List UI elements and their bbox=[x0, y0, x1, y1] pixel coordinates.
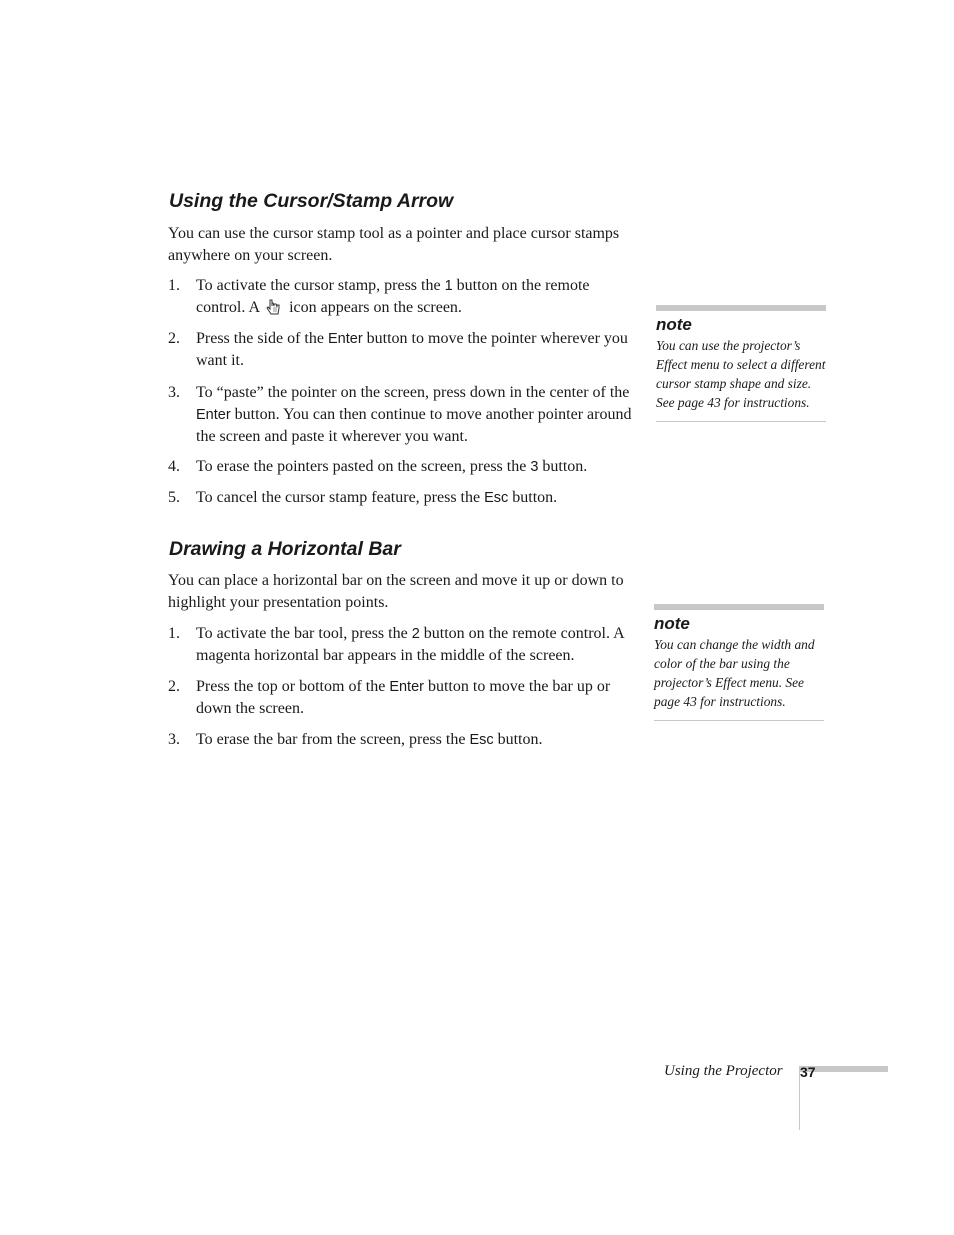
note-label: note bbox=[654, 614, 690, 633]
key-name: Enter bbox=[389, 679, 424, 695]
step-number: 3. bbox=[168, 731, 180, 748]
step-text: To activate the cursor stamp, press the 1 button on the remote control. A icon appears on the screen. bbox=[196, 277, 590, 316]
list-item bbox=[168, 676, 638, 720]
margin-note bbox=[654, 604, 824, 721]
note-top-bar bbox=[656, 305, 826, 311]
list-item bbox=[168, 623, 638, 667]
list-item bbox=[168, 382, 638, 448]
note-text: You can use the projector’s Effect menu to select a different cursor stamp shape and size. See page 43 for instructions. bbox=[656, 338, 826, 410]
section-heading-horizontal-bar: Drawing a Horizontal Bar bbox=[169, 538, 401, 560]
list-item bbox=[168, 328, 638, 372]
key-name: 3 bbox=[530, 459, 539, 475]
key-name: 2 bbox=[411, 626, 420, 642]
list-item bbox=[168, 456, 638, 478]
section-intro-horizontal-bar: You can place a horizontal bar on the screen and move it up or down to highlight your presentation points. bbox=[168, 572, 624, 611]
margin-note bbox=[656, 305, 826, 422]
note-text: You can change the width and color of the bar using the projector’s Effect menu. See page 43 for instructions. bbox=[654, 637, 815, 709]
key-name: Enter bbox=[327, 331, 363, 347]
list-item bbox=[168, 729, 638, 751]
step-number: 4. bbox=[168, 458, 180, 475]
step-text: To activate the bar tool, press the 2 button on the remote control. A magenta horizontal bar appears in the middle of the screen. bbox=[196, 625, 624, 664]
key-name: 1 bbox=[444, 278, 453, 294]
step-number: 1. bbox=[168, 625, 180, 642]
list-item bbox=[168, 275, 638, 319]
key-name: Esc bbox=[469, 732, 494, 748]
hand-cursor-icon bbox=[265, 298, 283, 316]
note-divider bbox=[656, 421, 826, 422]
step-text: To erase the pointers pasted on the screen, press the 3 button. bbox=[196, 458, 588, 475]
step-number: 3. bbox=[168, 384, 180, 401]
note-divider bbox=[654, 720, 824, 721]
step-number: 5. bbox=[168, 489, 180, 506]
key-name: Enter bbox=[196, 407, 231, 423]
step-number: 1. bbox=[168, 277, 180, 294]
section-intro-cursor-stamp: You can use the cursor stamp tool as a pointer and place cursor stamps anywhere on your screen. bbox=[168, 225, 620, 264]
step-text: To “paste” the pointer on the screen, press down in the center of the Enter button. You can then continue to move another pointer around the screen and paste it wherever you want. bbox=[196, 384, 632, 445]
step-text: Press the top or bottom of the Enter button to move the bar up or down the screen. bbox=[196, 678, 611, 717]
note-label: note bbox=[656, 315, 692, 334]
note-top-bar bbox=[654, 604, 824, 610]
key-name: Esc bbox=[484, 490, 509, 506]
step-text: To cancel the cursor stamp feature, press the Esc button. bbox=[196, 489, 558, 506]
list-item bbox=[168, 487, 638, 509]
step-number: 2. bbox=[168, 678, 180, 695]
step-number: 2. bbox=[168, 330, 180, 347]
running-footer-title: Using the Projector bbox=[664, 1063, 783, 1079]
section-heading-cursor-stamp: Using the Cursor/Stamp Arrow bbox=[169, 190, 454, 212]
step-text: To erase the bar from the screen, press the Esc button. bbox=[196, 731, 543, 748]
page-number: 37 bbox=[800, 1064, 816, 1080]
step-text: Press the side of the Enter button to move the pointer wherever you want it. bbox=[196, 330, 628, 369]
